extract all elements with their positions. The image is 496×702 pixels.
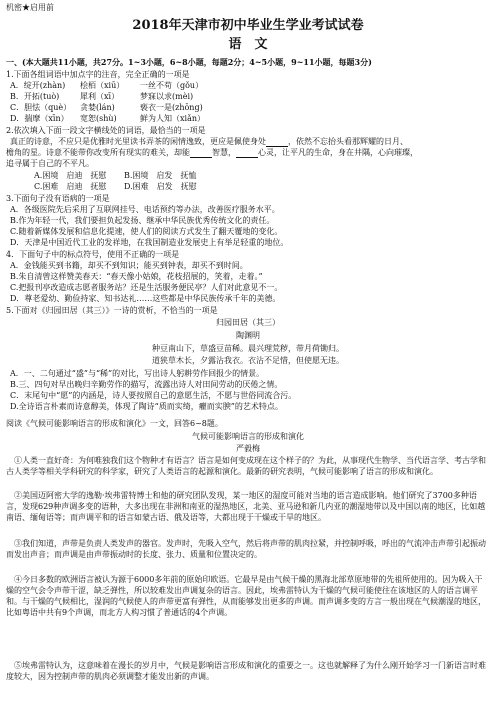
question-3-option-b: B.作为年轻一代，我们要担负起发扬、继承中华民族优秀传统文化的责任。	[10, 216, 275, 225]
question-5-option-b: B.三、四句对早出晚归辛勤劳作的描写，流露出诗人对田间劳动的厌倦之情。	[10, 380, 283, 389]
exam-title: 2018年天津市初中毕业生学业考试试卷	[132, 18, 364, 33]
subject-title: 语 文	[228, 37, 268, 52]
reading-intro: 阅读《气候可能影响语言的形成和演化》一文，回答6~8题。	[6, 419, 223, 428]
question-3-option-c: C.随着新媒体发展和信息化提速，使人们的阅读方式发生了翻天覆地的变化。	[10, 227, 283, 236]
question-5-option-a: A．一、二句通过“盛”与“稀”的对比，写出诗人躬耕劳作回报少的情景。	[10, 369, 265, 378]
reading-paragraph-1: ①人类一直好奇：为何唯独我们这个物种才有语言？语言是如何变成现在这个样子的？为此，从事现代生物学、当代语言学、考古学和古人类学等相关学科研究的科学家，研究了人类语言的起源和演化。最新的研究表明，气候可能影响了语言的形成和演化。	[6, 456, 486, 476]
answer-blank	[236, 149, 258, 158]
poem-line-1: 种豆南山下，草盛豆苗稀。晨兴理荒秽，带月荷锄归。	[152, 344, 344, 353]
reading-paragraph-4: ④今日多数的欧洲语言被认为源于6000多年前的原始印欧语。它最早是由气候干燥的黑海北部草原地带的先祖所使用的。因为吸入干燥的空气会令声带干涩，缺乏弹性，所以较难发出声调复杂的语言。因此，埃弗雷特认为干燥的气候可能使往在该地区的人的语言调平和。与干燥的气候相比，湿润的气候使人的声带更富有弹性，从而能够发出更多的声调。而声调多变的方言一般出现在气候潮湿的地区，比如粤语中共有9个声调，而北方人构习惯了普通话的4个声调。	[6, 575, 486, 617]
question-2-passage-line-3: 追寻属于自己的不平凡。	[6, 159, 94, 168]
question-4-option-a: A．金钱能买到书籍，却买不到知识；能买到钟表，却买不到时间。	[10, 261, 248, 270]
poem-line-2: 道狭草木长，夕露沾我衣。衣沾不足惜，但使愿无违。	[152, 356, 344, 365]
reading-paragraph-3: ③我们知道，声带是负责人类发声的器官。发声时，先吸入空气，然后将声带的肌肉拉紧，并控制呼吸，呼出的气流冲击声带引起振动而发出声音；而声调是由声带振动时的长度、张力、质量和位置决定的。	[6, 539, 486, 559]
question-3-option-a: A．各级医院先后采用了互联网挂号、电话预约等办法，改善医疗服务水平。	[10, 205, 280, 214]
reading-author: 严毅梅	[236, 444, 260, 453]
reading-paragraph-5: ⑤埃弗雷特认为，这意味着在漫长的岁月中，气候是影响语言形成和演化的重要之一。这也就解释了为什么刚开始学习一门新语言时难度较大，因为控制声带的肌肉必须调整才能发出新的声调。	[6, 661, 486, 681]
question-3-stem: 3.下面句子没有语病的一项是	[6, 194, 110, 203]
question-2-options-cd: C.困难 启迪 抚慰 D.困难 启发 抚慰	[34, 182, 197, 191]
question-1-stem: 1.下面各组词语中加点字的注音，完全正确的一项是	[6, 70, 190, 79]
reading-title: 气候可能影响语言的形成和演化	[192, 432, 304, 441]
answer-blank	[190, 149, 212, 158]
question-3-option-d: D．天津是中国近代工业的发祥地，在我国制造业发展史上有举足轻重的地位。	[10, 238, 289, 247]
question-4-option-d: D．尊老爱幼、勤俭持家、知书达礼……这些都是中华民族传承千年的美德。	[10, 294, 281, 303]
question-1-option-a: A．绽开(zhàn) 桧栢（xiū） 一丝不苟（gǒu）	[10, 81, 204, 90]
question-2-stem: 2.依次填入下面一段文字横线处的词语，最恰当的一项是	[6, 126, 206, 135]
question-1-option-c: C．胆怯（què） 贪婪(lán) 亵衣一是(zhōng)	[10, 103, 203, 112]
section-heading: 一、(本大题共11小题，共27分。1~3小题，6~8小题，每题2分；4~5小题，9~11小题，每题3分)	[6, 57, 372, 67]
poem-author: 陶渊明	[236, 331, 260, 340]
question-4-option-c: C.把报刊亭改造成志愿者服务站？还是生活服务便民亭？人们对此意见不一。	[10, 283, 283, 292]
reading-paragraph-2: ②美国迈阿密大学的逸勒·埃弗雷特博士和他的研究团队发现，某一地区的湿度可能对当地的语言造成影响。他们研究了3700多种语言，发现629种声调多变的语种，大多出现在非洲和南亚的湿热地区，北美、亚马逊和新几内亚的潮湿地带以及中国以南的地区，比如越南语、缅甸语等；而声调平和的语言如蒙古语、俄及语等，大都出现于干燥或干旱的地区。	[6, 491, 486, 522]
question-2-passage-line-1: 真正的诗意，不应只是优雅时光里读书弄茶的闲情逸致，更应是佩使身处 ，依然不忘抬头看那辉耀的日月、	[10, 137, 408, 146]
question-5-option-d: D.全诗语言朴素而诗意醇美，体现了陶诗“质而实绮，癯而实腴”的艺术特点。	[10, 402, 283, 411]
confidential-mark: 机密★启用前	[6, 3, 54, 12]
answer-blank	[266, 138, 288, 147]
question-1-option-b: B．开拓(tuò) 犀利（xī） 梦寐以求(mèi)	[10, 92, 194, 101]
question-2-options-ab: A.困境 启迪 抚慰 B.困境 启发 抚恤	[34, 171, 197, 180]
question-2-passage-line-2: 檐角的星。诗意不能带你改变所有现实的难关，却能 智慧， 心灵，让平凡的生命，身在井隅，心向璀璨，	[6, 148, 418, 157]
question-4-stem: 4．下面句子中的标点符号，使用不正确的一项是	[6, 250, 180, 259]
question-1-option-d: D．揣摩（xīn） 宽恕(shù) 鲜为人知（xiǎn）	[10, 114, 205, 123]
question-5-stem: 5.下面对《归园田居（其三）》一诗的赏析，不恰当的一项是	[6, 306, 218, 315]
poem-title: 归园田居（其三）	[216, 318, 280, 327]
question-4-option-b: B.朱自清曾这样赞美春天：“春天像小姑娘，花枝招展的，笑着，走着。”	[10, 272, 263, 281]
question-5-option-c: C．末尾句中“愿”的内涵是，诗人要按照自己的意愿生活，不愿与世俗同流合污。	[10, 391, 297, 400]
